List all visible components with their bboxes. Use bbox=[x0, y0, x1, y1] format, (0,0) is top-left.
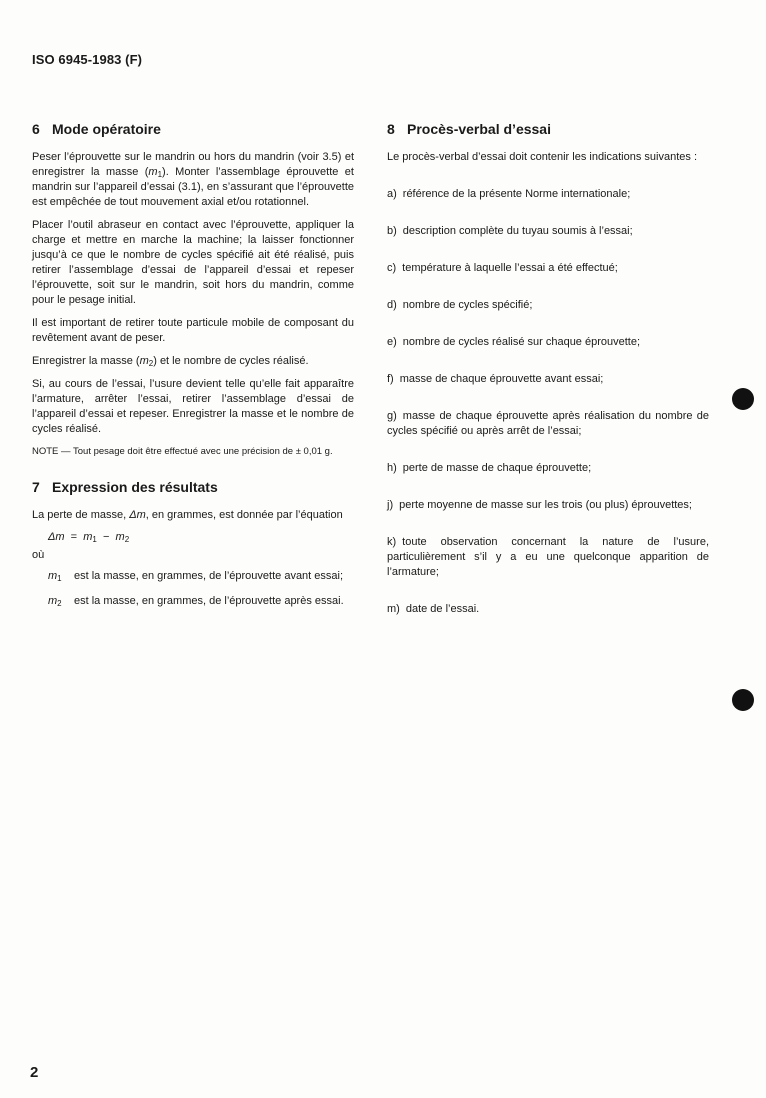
list-item: k) toute observation concernant la nature de l’usure, particulièrement s’il y a eu une quelconque apparition de l’armature; bbox=[387, 536, 709, 578]
m2-symbol: $m_2$ bbox=[139, 355, 154, 368]
list-item: a) référence de la présente Norme internationale; bbox=[387, 188, 631, 200]
equation: $\Delta m = m_1 - m_2$ bbox=[48, 531, 130, 544]
binder-hole bbox=[732, 689, 754, 711]
section-6-number: 6 bbox=[32, 121, 40, 137]
section-6-paragraph-5: Si, au cours de l’essai, l’usure devient telle qu’elle fait apparaître l’armature, arrêter l’essai, retirer l’assemblage d’essai de l’appareil d’essai et repeser. Enregistrer la masse et le nombre de cycles réalisé. bbox=[32, 378, 354, 435]
report-items-list bbox=[387, 187, 709, 617]
p4-text-a: Enregistrer la masse ( bbox=[32, 355, 140, 367]
section-6-heading bbox=[32, 121, 354, 137]
document-header: ISO 6945-1983 (F) bbox=[32, 52, 143, 67]
section-6-paragraph-4 bbox=[32, 354, 354, 369]
where-label: où bbox=[32, 549, 45, 561]
list-item: j) perte moyenne de masse sur les trois (ou plus) éprouvettes; bbox=[387, 499, 692, 511]
section-6-paragraph-3: Il est important de retirer toute particule mobile de composant du revêtement avant de peser. bbox=[32, 317, 354, 344]
list-item: e) nombre de cycles réalisé sur chaque éprouvette; bbox=[387, 336, 641, 348]
right-column bbox=[387, 121, 709, 639]
list-item: b) description complète du tuyau soumis à l’essai; bbox=[387, 225, 633, 237]
section-7-number: 7 bbox=[32, 479, 40, 495]
list-item: g) masse de chaque éprouvette après réalisation du nombre de cycles spécifié ou après arrêt de l’essai; bbox=[387, 410, 709, 437]
list-item: d) nombre de cycles spécifié; bbox=[387, 299, 533, 311]
p1-text-b: ). Monter l’assemblage éprouvette et mandrin sur l’appareil d’essai (3.1), en s’assurant que l’éprouvette est empêchée de tout mouvement axial et/ou rotationnel. bbox=[32, 166, 354, 208]
symbol-definitions bbox=[48, 569, 354, 609]
section-8-title: Procès-verbal d’essai bbox=[407, 121, 551, 137]
section-8-number: 8 bbox=[387, 121, 395, 137]
list-item: f) masse de chaque éprouvette avant essai; bbox=[387, 373, 604, 385]
section-8-heading bbox=[387, 121, 709, 137]
section-8-intro: Le procès-verbal d’essai doit contenir les indications suivantes : bbox=[387, 151, 697, 163]
section-7-intro: La perte de masse, Δm, en grammes, est donnée par l’équation bbox=[32, 509, 343, 521]
section-6-paragraph-2: Placer l’outil abraseur en contact avec l’éprouvette, appliquer la charge et mettre en marche la machine; la laisser fonctionner jusqu’à ce que le nombre de cycles spécifié ait été réalisé, puis retirer l’assemblage d’essai de l’appareil d’essai et repeser l’éprouvette, soit sur le mandrin, soit hors du mandrin, comme pour le pesage initial. bbox=[32, 219, 354, 306]
section-6-title: Mode opératoire bbox=[52, 121, 161, 137]
list-item: c) température à laquelle l’essai a été effectué; bbox=[387, 262, 618, 274]
p1-text-a: Peser l’éprouvette sur le mandrin ou hors du mandrin (voir 3.5) et enregistrer la masse ( bbox=[32, 151, 354, 178]
definition-m1: $m_1$ est la masse, en grammes, de l’éprouvette avant essai; bbox=[48, 570, 344, 583]
list-item: m) date de l’essai. bbox=[387, 603, 480, 615]
section-7-heading bbox=[32, 479, 354, 495]
p4-text-b: ) et le nombre de cycles réalisé. bbox=[153, 355, 309, 367]
page-number: 2 bbox=[30, 1064, 39, 1081]
list-item: h) perte de masse de chaque éprouvette; bbox=[387, 462, 592, 474]
m1-symbol: $m_1$ bbox=[148, 166, 163, 179]
binder-hole bbox=[732, 388, 754, 410]
section-7-title: Expression des résultats bbox=[52, 479, 218, 495]
section-6-paragraph-1 bbox=[32, 150, 354, 210]
definition-m2: $m_2$ est la masse, en grammes, de l’éprouvette après essai. bbox=[48, 595, 344, 608]
delta-m-symbol: Δm bbox=[129, 509, 146, 521]
left-column bbox=[32, 121, 354, 619]
section-6-note: NOTE — Tout pesage doit être effectué avec une précision de ± 0,01 g. bbox=[32, 446, 333, 457]
